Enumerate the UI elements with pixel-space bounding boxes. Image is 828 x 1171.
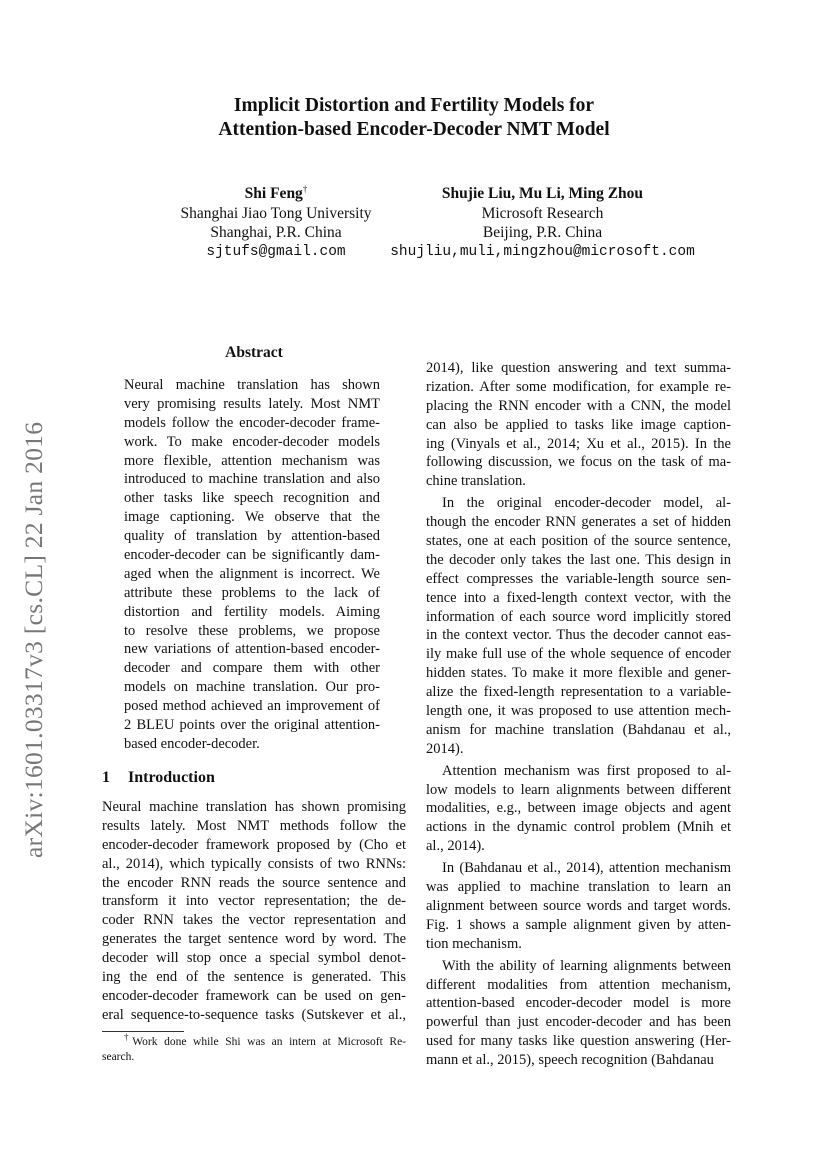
intro-line: decoder will stop once a special symbol denot-	[102, 950, 406, 967]
abstract-line: new variations of attention-based encoder-	[124, 641, 380, 658]
paragraph-line: ily make full use of the whole sequence of encoder	[426, 646, 731, 663]
author-name: Shujie Liu, Mu Li, Ming Zhou	[441, 185, 644, 202]
paragraph-line: In (Bahdanau et al., 2014), attention mechanism	[442, 860, 731, 877]
paragraph-line: though the encoder RNN generates a set of hidden	[426, 514, 731, 531]
intro-line: eral sequence-to-sequence tasks (Sutskever et al.,	[102, 1006, 406, 1023]
intro-line: encoder-decoder framework proposed by (Cho et	[102, 836, 406, 853]
paragraph-line: tion mechanism.	[426, 935, 522, 952]
paragraph	[426, 762, 731, 856]
intro-line: results lately. Most NMT methods follow the	[102, 817, 406, 834]
intro-line: coder RNN takes the vector representation and	[102, 912, 406, 929]
abstract-line: introduced to machine translation and also	[124, 471, 380, 488]
abstract-heading: Abstract	[225, 344, 283, 361]
paragraph-line: al., 2014).	[426, 838, 485, 855]
author-location: Beijing, P.R. China	[482, 224, 603, 241]
abstract-line: based encoder-decoder.	[124, 735, 260, 752]
paragraph	[426, 494, 731, 758]
footnote-mark: †	[124, 1032, 133, 1043]
footnote	[102, 1032, 407, 1064]
section-heading-introduction	[102, 769, 215, 787]
abstract-line: 2 BLEU points over the original attention-	[124, 717, 380, 734]
paragraph-line: effect compresses the variable-length source sen-	[426, 570, 731, 587]
paragraph-line: alignment between source words and target words.	[426, 897, 731, 914]
paragraph-line: different modalities from attention mechanism,	[426, 976, 731, 993]
author-email: shujliu,muli,mingzhou@microsoft.com	[390, 243, 695, 260]
intro-line: the encoder RNN reads the source sentence and	[102, 874, 406, 891]
paragraph-line: rization. After some modification, for example re-	[426, 378, 731, 395]
paragraph-line: powerful than just encoder-decoder and has been	[426, 1014, 731, 1031]
paragraph	[426, 957, 731, 1070]
paragraph-line: was applied to machine translation to learn an	[426, 879, 731, 896]
abstract-line: decoder and compare them with other	[124, 660, 380, 677]
paragraph-line: information of each source word implicitly stored	[426, 608, 731, 625]
paragraph-line: mann et al., 2015), speech recognition (Bahdanau	[426, 1052, 714, 1069]
footnote-text: Work done while Shi was an intern at Microsoft Re-	[132, 1036, 407, 1048]
arxiv-identifier-stamp: arXiv:1601.03317v3 [cs.CL] 22 Jan 2016	[19, 421, 48, 858]
paragraph-line: With the ability of learning alignments between	[442, 957, 731, 974]
author-block-2	[375, 184, 710, 262]
author-name: Shi Feng	[244, 185, 303, 202]
paragraph-line: hidden states. To make it more flexible and gener-	[426, 665, 731, 682]
paragraph-line: following discussion, we focus on the task of ma-	[426, 454, 731, 471]
intro-line: al., 2014), which typically consists of two RNNs:	[102, 855, 406, 872]
author-email: sjtufs@gmail.com	[206, 243, 346, 260]
paragraph-line: tence into a fixed-length context vector, with the	[426, 589, 731, 606]
abstract-line: models follow the encoder-decoder frame-	[124, 414, 380, 431]
paper-title-line-2: Attention-based Encoder-Decoder NMT Model	[218, 119, 610, 140]
abstract-line: encoder-decoder can be significantly dam-	[124, 547, 380, 564]
author-block-1	[160, 184, 392, 262]
abstract-line: distortion and fertility models. Aiming	[124, 603, 380, 620]
paragraph-line: chine translation.	[426, 473, 526, 490]
abstract-line: image captioning. We observe that the	[124, 509, 380, 526]
author-affiliation: Microsoft Research	[481, 204, 604, 222]
paragraph-line: used for many tasks like question answering (Her-	[426, 1033, 731, 1050]
paper-title-line-1: Implicit Distortion and Fertility Models for	[233, 95, 595, 116]
author-affiliation: Shanghai Jiao Tong University	[180, 204, 372, 222]
paragraph-line: the decoder only takes the last one. This design in	[426, 551, 731, 568]
paragraph-line: anism for machine translation (Bahdanau et al.,	[426, 721, 731, 738]
paragraph-line: states, one at each position of the source sentence,	[426, 533, 731, 550]
section-number: 1	[102, 769, 110, 786]
footnote-rule	[102, 1031, 184, 1032]
abstract-line: more flexible, attention mechanism was	[124, 452, 380, 469]
intro-line: generates the target sentence word by word. The	[102, 931, 406, 948]
abstract-line: very promising results lately. Most NMT	[124, 395, 380, 412]
paragraph-line: 2014).	[426, 740, 464, 757]
intro-line: Neural machine translation has shown promising	[102, 799, 406, 815]
abstract-line: to resolve these problems, we propose	[124, 622, 380, 639]
abstract-line: other tasks like speech recognition and	[124, 490, 380, 507]
paragraph-line: actions in the dynamic control problem (Mnih et	[426, 819, 731, 836]
section-title: Introduction	[128, 769, 215, 786]
abstract-line: models on machine translation. Our pro-	[124, 679, 380, 696]
paragraph-line: ing (Vinyals et al., 2014; Xu et al., 2015). In the	[426, 435, 731, 452]
paragraph-line: attention-based encoder-decoder model is more	[426, 995, 731, 1012]
abstract-line: Neural machine translation has shown	[124, 377, 380, 393]
paragraph-line: can also be applied to tasks like image caption-	[426, 416, 731, 433]
paragraph-line: Fig. 1 shows a sample alignment given by atten-	[426, 916, 731, 933]
intro-line: transform it into vector representation; the de-	[102, 893, 406, 910]
right-column-text	[426, 359, 731, 1070]
paragraph-line: 2014), like question answering and text summa-	[426, 360, 731, 376]
introduction-body	[102, 798, 406, 1025]
footnote-line	[102, 1032, 407, 1050]
intro-line: ing the end of the sentence is generated. This	[102, 969, 406, 986]
paragraph	[426, 859, 731, 953]
paragraph-line: placing the RNN encoder with a CNN, the model	[426, 397, 731, 414]
abstract-line: aged when the alignment is incorrect. We	[124, 565, 380, 582]
abstract-body	[124, 376, 380, 754]
paragraph-line: modalities, e.g., between image objects and agent	[426, 800, 731, 817]
paragraph-line: in the context vector. Thus the decoder cannot eas-	[426, 627, 731, 644]
abstract-line: attribute these problems to the lack of	[124, 584, 380, 601]
paragraph-line: Attention mechanism was first proposed to al-	[442, 762, 731, 779]
paragraph-line: In the original encoder-decoder model, al-	[442, 495, 731, 512]
paragraph	[426, 359, 731, 491]
abstract-line: posed method achieved an improvement of	[124, 698, 380, 715]
abstract-line: work. To make encoder-decoder models	[124, 433, 380, 450]
paragraph-line: length one, it was proposed to use attention mech-	[426, 703, 731, 720]
author-footnote-mark: †	[302, 183, 308, 194]
intro-line: encoder-decoder framework can be used on gen-	[102, 987, 406, 1004]
footnote-line: search.	[102, 1050, 135, 1063]
paragraph-line: low models to learn alignments between different	[426, 781, 731, 798]
author-location: Shanghai, P.R. China	[210, 224, 342, 241]
paragraph-line: alize the fixed-length representation to a variable-	[426, 684, 731, 701]
abstract-line: quality of translation by attention-based	[124, 528, 380, 545]
